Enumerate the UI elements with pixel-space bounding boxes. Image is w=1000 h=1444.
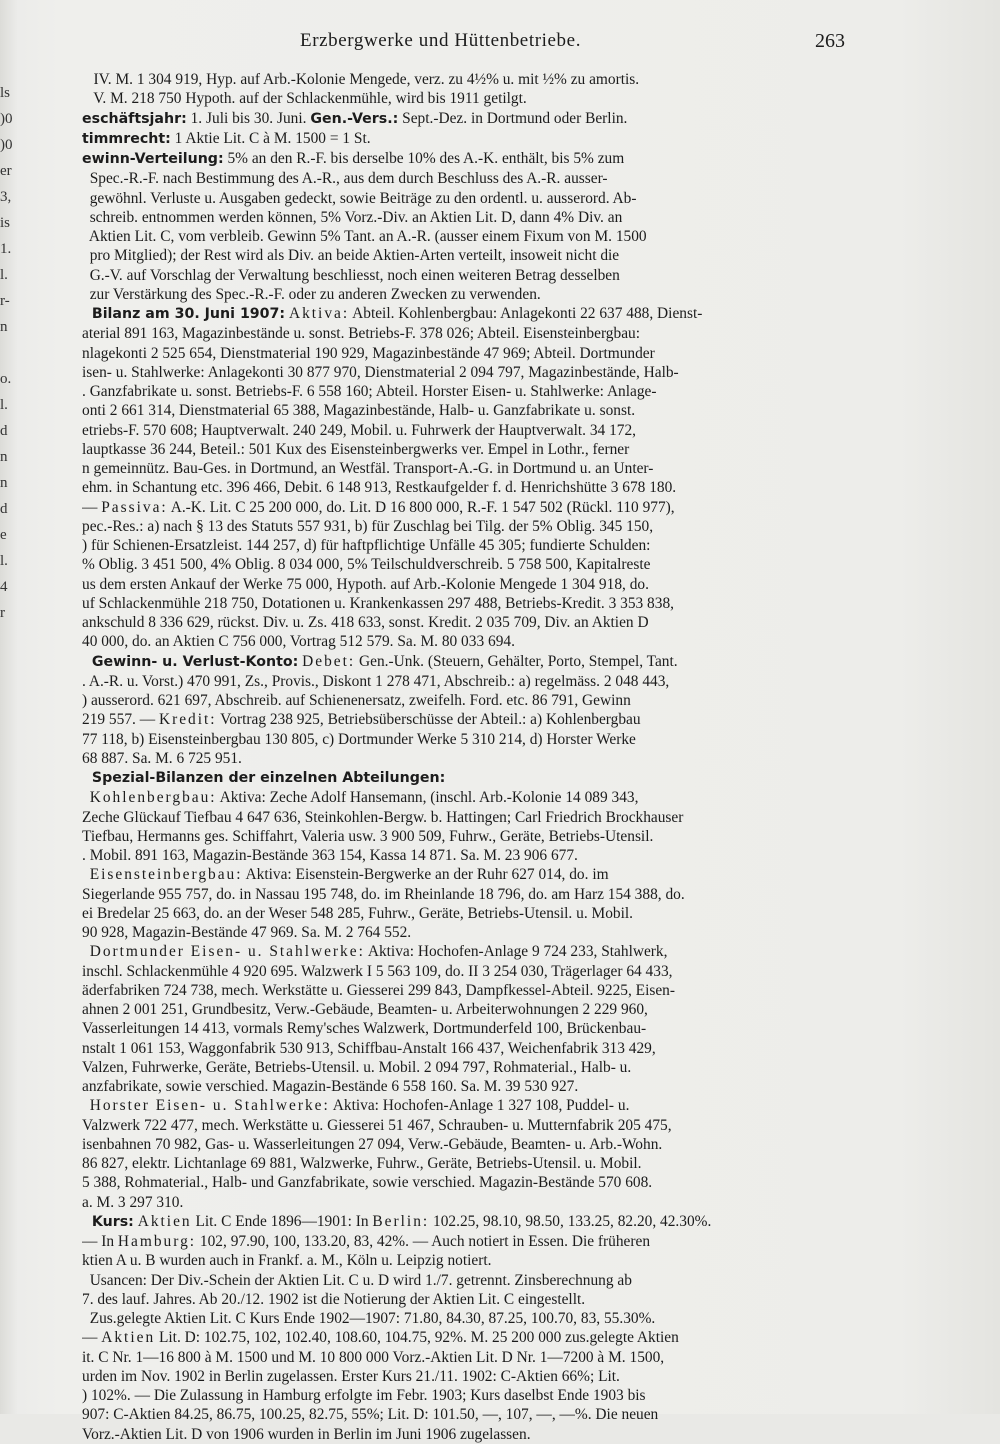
- gutter-fragment: is: [0, 215, 11, 231]
- text-run: Zeche Glückauf Tiefbau 4 647 636, Steinkohlen-Bergw. b. Hattingen; Carl Friedrich Brockhauser: [82, 808, 684, 826]
- text-run: a. M. 3 297 310.: [82, 1193, 184, 1211]
- text-line: [82, 1232, 848, 1251]
- text-line: [82, 613, 848, 632]
- text-line: [82, 536, 848, 555]
- text-run: Vorz.-Aktien Lit. D von 1906 wurden in Berlin im Juni 1906 zugelassen.: [82, 1425, 531, 1443]
- text-run: 40 000, do. an Aktien C 756 000, Vortrag 512 579. Sa. M. 80 033 694.: [82, 633, 515, 651]
- text-run: . Mobil. 891 163, Magazin-Bestände 363 154, Kassa 14 871. Sa. M. 23 906 677.: [82, 847, 578, 864]
- text-run: 219 557. —: [82, 711, 159, 729]
- text-line: [82, 1271, 848, 1290]
- spaced-label: Aktien: [101, 1329, 156, 1347]
- text-run: Aktiva: Zeche Adolf Hansemann, (inschl. Arb.-Kolonie 14 089 343,: [216, 789, 639, 807]
- gutter-fragment: e: [0, 527, 7, 543]
- text-line: [82, 1309, 848, 1328]
- gutter-fragment: er: [0, 163, 12, 179]
- text-run: ei Bredelar 25 663, do. an der Weser 548 285, Fuhrw., Geräte, Betriebs-Utensil. u. Mobil.: [82, 904, 633, 922]
- text-run: Zus.gelegte Aktien Lit. C Kurs Ende 1902—1907: 71.80, 84.30, 87.25, 100.70, 83, 55.30%.: [82, 1310, 656, 1327]
- text-line: [82, 498, 848, 517]
- text-line: [82, 1405, 848, 1424]
- text-line: [82, 846, 848, 865]
- text-line: [82, 129, 848, 149]
- gutter-fragment: l.: [0, 267, 8, 283]
- text-run: [82, 1097, 90, 1114]
- text-line: [82, 672, 848, 691]
- text-run: — In: [82, 1233, 118, 1250]
- gutter-fragment: 3,: [0, 189, 12, 205]
- text-run: Spec.-R.-F. nach Bestimmung des A.-R., aus dem durch Beschluss des A.-R. ausser-: [82, 170, 608, 188]
- text-line: [82, 1290, 848, 1309]
- text-run: % Oblig. 3 451 500, 4% Oblig. 8 034 000, 5% Teilschuldverschreib. 5 758 500, Kapitalreste: [82, 556, 651, 574]
- text-line: [82, 208, 848, 227]
- text-run: 68 887. Sa. M. 6 725 951.: [82, 749, 242, 767]
- text-run: us dem ersten Ankauf der Werke 75 000, Hypoth. auf Arb.-Kolonie Mengede 1 304 918, do.: [82, 575, 649, 593]
- text-line: [82, 1425, 848, 1444]
- text-run: ) 102%. — Die Zulassung in Hamburg erfolgte im Febr. 1903; Kurs daselbst Ende 1903 bis: [82, 1387, 646, 1404]
- text-line: [82, 1058, 848, 1077]
- text-run: Vortrag 238 925, Betriebsüberschüsse der Abteil.: a) Kohlenbergbau: [216, 711, 641, 729]
- spaced-label: Kohlenbergbau:: [89, 789, 217, 807]
- text-line: [82, 827, 848, 846]
- spaced-label: Aktiva:: [288, 305, 350, 322]
- text-line: [82, 1173, 848, 1192]
- spaced-label: Berlin:: [372, 1212, 430, 1230]
- text-run: urden im Nov. 1902 in Berlin zugelassen. Erster Kurs 21./11. 1902: C-Aktien 66%; Lit.: [82, 1367, 620, 1385]
- text-run: etriebs-F. 570 608; Hauptverwalt. 240 249, Mobil. u. Fuhrwerk der Hauptverwalt. 34 172,: [82, 421, 637, 439]
- gutter-fragment: n: [0, 319, 8, 335]
- text-run: 90 928, Magazin-Bestände 47 969. Sa. M. 2 764 552.: [82, 924, 412, 941]
- left-margin-fragments: [0, 80, 14, 626]
- text-run: 86 827, elektr. Lichtanlage 69 881, Walzwerke, Fuhrw., Geräte, Betriebs-Utensil. u. Mobil.: [82, 1155, 642, 1172]
- text-run: 5 388, Rohmaterial., Halb- und Ganzfabrikate, sowie verschied. Magazin-Bestände 570 608.: [82, 1174, 653, 1192]
- gutter-fragment: d: [0, 501, 8, 517]
- text-line: [82, 89, 848, 108]
- text-line: [82, 169, 848, 188]
- text-line: [82, 691, 848, 710]
- gutter-fragment: n: [0, 449, 8, 465]
- text-line: [82, 1328, 848, 1347]
- text-line: [82, 266, 848, 285]
- text-run: 5% an den R.-F. bis derselbe 10% des A.-K. enthält, bis 5% zum: [223, 150, 625, 167]
- text-line: [82, 652, 848, 672]
- text-line: [82, 1039, 848, 1058]
- spaced-label: Passiva:: [101, 498, 168, 516]
- text-line: [82, 1367, 848, 1386]
- gutter-fragment: o.: [0, 371, 12, 387]
- page-number: 263: [815, 30, 845, 52]
- text-run: it. C Nr. 1—16 800 à M. 1500 und M. 10 800 000 Vorz.-Aktien Lit. D Nr. 1—7200 à M. 1500,: [82, 1348, 665, 1366]
- text-run: pro Mitglied); der Rest wird als Div. an beide Aktien-Arten verteilt, insoweit nicht die: [82, 247, 620, 265]
- bold-heading: Kurs:: [82, 1213, 134, 1230]
- text-line: [82, 363, 848, 382]
- text-line: [82, 1193, 848, 1212]
- text-line: [82, 962, 848, 981]
- text-line: [82, 1212, 848, 1232]
- text-run: V. M. 218 750 Hypoth. auf der Schlackenmühle, wird bis 1911 getilgt.: [82, 90, 527, 108]
- text-run: nstalt 1 061 153, Waggonfabrik 530 913, Schiffbau-Anstalt 166 437, Weichenfabrik 313 429,: [82, 1039, 656, 1057]
- text-run: anzfabrikate, sowie verschied. Magazin-Bestände 6 558 160. Sa. M. 39 530 927.: [82, 1078, 579, 1095]
- text-line: [82, 246, 848, 265]
- text-line: [82, 1348, 848, 1367]
- spaced-label: Horster Eisen- u. Stahlwerke:: [89, 1097, 330, 1115]
- text-run: äderfabriken 724 738, mech. Werkstätte u. Giesserei 299 843, Dampfkessel-Abteil. 9225, Eisen-: [82, 981, 675, 999]
- spaced-label: Eisensteinbergbau:: [89, 866, 243, 884]
- text-run: Tiefbau, Hermanns ges. Schiffahrt, Valeria usw. 3 900 509, Fuhrw., Geräte, Betriebs-Utensil.: [82, 827, 654, 845]
- text-run: —: [82, 498, 102, 516]
- gutter-fragment: )0: [0, 137, 13, 153]
- text-line: [82, 382, 848, 401]
- text-line: [82, 70, 848, 89]
- text-run: ktien A u. B wurden auch in Frankf. a. M., Köln u. Leipzig notiert.: [82, 1252, 492, 1270]
- text-line: [82, 285, 848, 304]
- text-run: isen- u. Stahlwerke: Anlagekonti 30 877 970, Dienstmaterial 2 094 797, Magazinbestände, Halb-: [82, 363, 679, 381]
- text-run: ) für Schienen-Ersatzleist. 144 257, d) für haftpflichtige Unfälle 45 305; fundierte Schulden:: [82, 537, 651, 554]
- text-line: [82, 401, 848, 420]
- text-run: Sept.-Dez. in Dortmund oder Berlin.: [398, 109, 628, 127]
- text-run: onti 2 661 314, Dienstmaterial 65 388, Magazinbestände, Halb- u. Ganzfabrikate u. sonst.: [82, 402, 636, 420]
- text-run: Aktiva: Hochofen-Anlage 1 327 108, Puddel- u.: [329, 1097, 630, 1115]
- text-line: [82, 324, 848, 343]
- text-run: Usancen: Der Div.-Schein der Aktien Lit. C u. D wird 1./7. getrennt. Zinsberechnung ab: [82, 1271, 632, 1289]
- bold-heading: Spezial-Bilanzen der einzelnen Abteilungen:: [82, 770, 446, 786]
- text-run: ) ausserord. 621 697, Abschreib. auf Schienenersatz, zweifelh. Ford. etc. 86 791, Gewinn: [82, 692, 631, 709]
- text-line: [82, 440, 848, 459]
- text-run: aterial 891 163, Magazinbestände u. sonst. Betriebs-F. 378 026; Abteil. Eisensteinbergbau:: [82, 325, 640, 343]
- text-line: [82, 109, 848, 129]
- text-line: [82, 865, 848, 884]
- page-header: [300, 30, 845, 58]
- text-run: —: [82, 1329, 102, 1347]
- running-title: Erzbergwerke und Hüttenbetriebe.: [300, 30, 582, 51]
- gutter-fragment: 1.: [0, 241, 12, 257]
- text-run: pec.-Res.: a) nach § 13 des Statuts 557 931, b) für Zuschlag bei Tilg. der 5% Oblig. 345 150,: [82, 517, 654, 535]
- text-run: A.-K. Lit. C 25 200 000, do. Lit. D 16 800 000, R.-F. 1 547 502 (Rückl. 110 977),: [167, 498, 675, 516]
- text-line: [82, 1096, 848, 1115]
- text-run: ankschuld 8 336 629, rückst. Div. u. Zs. 418 633, sonst. Kredit. 2 035 709, Div. an Aktien D: [82, 614, 649, 631]
- text-run: Siegerlande 955 757, do. in Nassau 195 748, do. im Rheinlande 18 796, do. am Harz 154 388, do.: [82, 885, 685, 903]
- text-line: [82, 1386, 848, 1405]
- text-run: n gemeinnütz. Bau-Ges. in Dortmund, an Westfäl. Transport-A.-G. in Dortmund u. an Unter-: [82, 460, 654, 477]
- text-run: schreib. entnommen werden können, 5% Vorz.-Div. an Aktien Lit. D, dann 4% Div. an: [82, 208, 623, 226]
- text-run: Valzwerk 722 477, mech. Werkstätte u. Giesserei 51 467, Schrauben- u. Mutternfabrik 205 475,: [82, 1116, 672, 1134]
- text-run: [82, 789, 90, 806]
- gutter-fragment: n: [0, 475, 8, 491]
- text-line: [82, 1000, 848, 1019]
- text-line: [82, 149, 848, 169]
- gutter-fragment: d: [0, 423, 8, 439]
- text-run: ehm. in Schantung etc. 396 466, Debit. 6 148 913, Restkaufgelder f. d. Henrichshütte 3 678 180.: [82, 479, 677, 497]
- text-run: isenbahnen 70 982, Gas- u. Wasserleitungen 27 094, Verw.-Gebäude, Beamten- u. Arb.-Wohn.: [82, 1135, 663, 1153]
- text-line: [82, 1154, 848, 1173]
- gutter-fragment: r-: [0, 293, 10, 309]
- text-run: Gen.-Unk. (Steuern, Gehälter, Porto, Stempel, Tant.: [355, 652, 678, 670]
- text-run: Abteil. Kohlenbergbau: Anlagekonti 22 637 488, Dienst-: [349, 305, 703, 322]
- text-run: [82, 943, 90, 960]
- text-line: [82, 730, 848, 749]
- text-line: [82, 1116, 848, 1135]
- text-run: nlagekonti 2 525 654, Dienstmaterial 190 929, Magazinbestände 47 969; Abteil. Dortmunder: [82, 344, 655, 362]
- spaced-label: Aktien: [137, 1212, 192, 1230]
- text-line: [82, 1019, 848, 1038]
- text-run: . A.-R. u. Vorst.) 470 991, Zs., Provis., Diskont 1 278 471, Abschreib.: a) regelmäss. 2 048 443,: [82, 672, 670, 690]
- gutter-fragment: )0: [0, 111, 13, 127]
- text-run: lauptkasse 36 244, Beteil.: 501 Kux des Eisensteinbergwerks ver. Empel in Lothr., ferner: [82, 440, 630, 458]
- spaced-label: Kredit:: [158, 711, 217, 729]
- spaced-label: Hamburg:: [117, 1233, 197, 1250]
- text-run: Valzen, Fuhrwerke, Geräte, Betriebs-Utensil. u. Mobil. 2 094 797, Rohmaterial., Halb- u.: [82, 1058, 632, 1076]
- text-line: [82, 808, 848, 827]
- text-line: [82, 981, 848, 1000]
- text-run: G.-V. auf Vorschlag der Verwaltung beschliesst, noch einen weiteren Betrag desselben: [82, 266, 620, 284]
- spaced-label: Dortmunder Eisen- u. Stahlwerke:: [89, 943, 365, 961]
- gutter-fragment: l.: [0, 397, 8, 413]
- text-line: [82, 517, 848, 536]
- text-run: 1. Juli bis 30. Juni.: [186, 109, 311, 127]
- text-run: Aktiva: Hochofen-Anlage 9 724 233, Stahlwerk,: [364, 943, 668, 961]
- gutter-fragment: [0, 340, 14, 366]
- text-line: [82, 459, 848, 478]
- body-text: [82, 70, 848, 1444]
- text-run: Vasserleitungen 14 413, vormals Remy'sches Walzwerk, Dortmunderfeld 100, Brückenbau-: [82, 1020, 647, 1038]
- text-run: Lit. C Ende 1896—1901: In: [191, 1212, 373, 1230]
- text-line: [82, 710, 848, 729]
- text-line: [82, 923, 848, 942]
- gutter-fragment: 4: [0, 579, 8, 595]
- bold-heading: timmrecht:: [82, 130, 171, 147]
- text-run: zur Verstärkung des Spec.-R.-F. oder zu anderen Zwecken zu verwenden.: [82, 285, 541, 303]
- gutter-fragment: l.: [0, 553, 8, 569]
- bold-heading: Gen.-Vers.:: [310, 110, 399, 127]
- text-line: [82, 1077, 848, 1096]
- text-line: [82, 594, 848, 613]
- text-line: [82, 632, 848, 651]
- text-line: [82, 788, 848, 807]
- text-line: [82, 344, 848, 363]
- text-run: 77 118, b) Eisensteinbergbau 130 805, c) Dortmunder Werke 5 310 214, d) Horster Werke: [82, 730, 636, 748]
- text-run: Aktien Lit. C, vom verbleib. Gewinn 5% Tant. an A.-R. (ausser einem Fixum von M. 1500: [82, 228, 647, 245]
- bold-heading: Bilanz am 30. Juni 1907:: [82, 306, 286, 322]
- spaced-label: Debet:: [302, 652, 356, 670]
- text-run: Lit. D: 102.75, 102, 102.40, 108.60, 104.75, 92%. M. 25 200 000 zus.gelegte Aktien: [155, 1329, 679, 1347]
- text-line: [82, 1251, 848, 1270]
- text-run: IV. M. 1 304 919, Hyp. auf Arb.-Kolonie Mengede, verz. zu 4½% u. mit ½% zu amortis.: [82, 71, 640, 88]
- text-run: 907: C-Aktien 84.25, 86.75, 100.25, 82.75, 55%; Lit. D: 101.50, —, 107, —, —%. Die neuen: [82, 1406, 659, 1424]
- text-line: [82, 227, 848, 246]
- text-line: [82, 768, 848, 788]
- text-run: 7. des lauf. Jahres. Ab 20./12. 1902 ist die Notierung der Aktien Lit. C eingestellt.: [82, 1290, 586, 1308]
- text-run: [82, 866, 90, 883]
- text-run: ahnen 2 001 251, Grundbesitz, Verw.-Gebäude, Beamten- u. Arbeiterwohnungen 2 229 960,: [82, 1001, 648, 1018]
- text-line: [82, 749, 848, 768]
- text-line: [82, 189, 848, 208]
- bold-heading: Gewinn- u. Verlust-Konto:: [82, 653, 299, 670]
- gutter-fragment: ls: [0, 85, 11, 101]
- text-line: [82, 885, 848, 904]
- text-line: [82, 1135, 848, 1154]
- gutter-fragment: r: [0, 605, 5, 621]
- text-run: inschl. Schlackenmühle 4 920 695. Walzwerk I 5 563 109, do. II 3 254 030, Trägerlager 64 433,: [82, 962, 673, 980]
- text-run: 1 Aktie Lit. C à M. 1500 = 1 St.: [170, 129, 371, 147]
- bold-heading: eschäftsjahr:: [82, 110, 187, 127]
- text-line: [82, 904, 848, 923]
- text-run: uf Schlackenmühle 218 750, Dotationen u. Krankenkassen 297 488, Betriebs-Kredit. 3 353 838,: [82, 594, 674, 612]
- text-run: gewöhnl. Verluste u. Ausgaben gedeckt, sowie Beiträge zu den ordentl. u. ausserord. Ab-: [82, 189, 637, 207]
- text-line: [82, 942, 848, 961]
- text-line: [82, 478, 848, 497]
- text-run: . Ganzfabrikate u. sonst. Betriebs-F. 6 558 160; Abteil. Horster Eisen- u. Stahlwerke: Anlage-: [82, 383, 657, 400]
- text-line: [82, 421, 848, 440]
- bold-heading: ewinn-Verteilung:: [82, 151, 224, 167]
- text-run: 102.25, 98.10, 98.50, 133.25, 82.20, 42.30%.: [429, 1212, 712, 1230]
- text-line: [82, 304, 848, 324]
- text-run: 102, 97.90, 100, 133.20, 83, 42%. — Auch notiert in Essen. Die früheren: [196, 1233, 651, 1250]
- text-line: [82, 575, 848, 594]
- text-run: Aktiva: Eisenstein-Bergwerke an der Ruhr 627 014, do. im: [242, 866, 609, 884]
- text-line: [82, 555, 848, 574]
